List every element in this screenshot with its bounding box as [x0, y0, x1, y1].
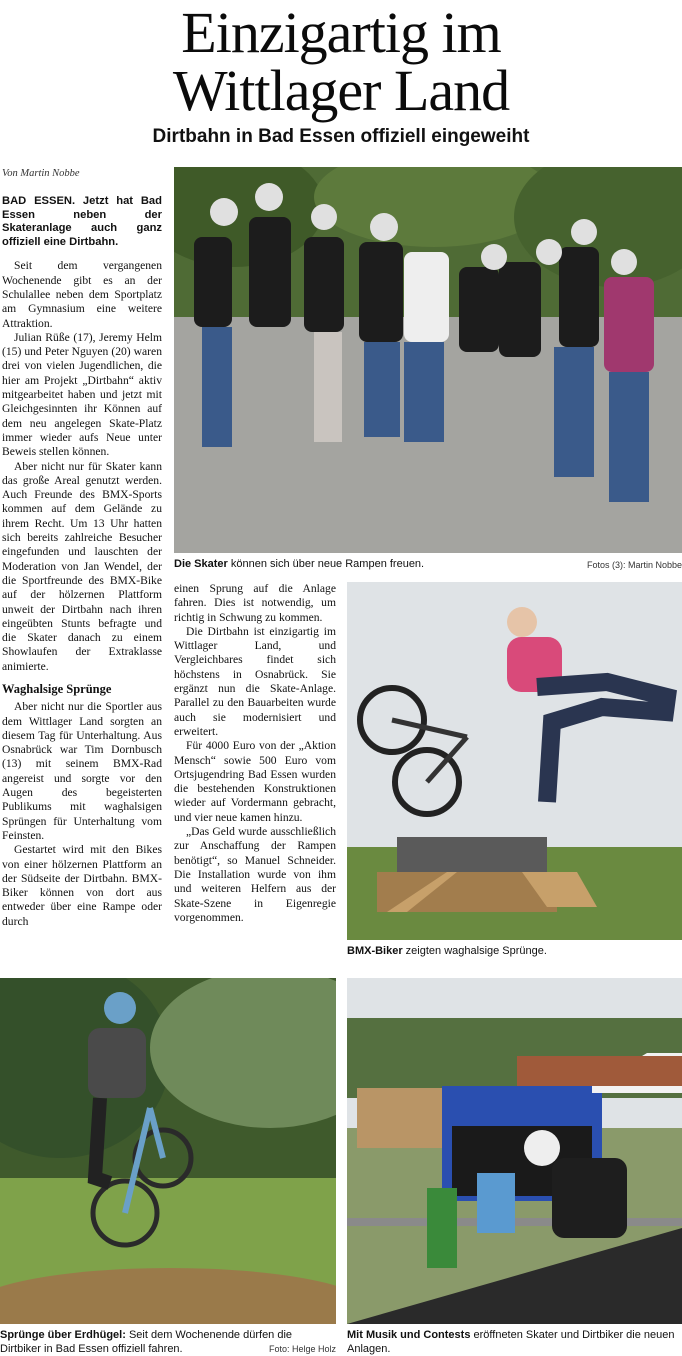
credit-skaters: Fotos (3): Martin Nobbe [586, 560, 682, 570]
lead-paragraph: BAD ESSEN. Jetzt hat Bad Essen neben der Skateranlage auch ganz offiziell eine Dirtbahn. [2, 195, 162, 248]
paragraph: Die Dirtbahn ist einzigartig im Wittlager Land, und Vergleichbares findet sich höchstens in Osnabrück. Sie ergänzt nun die Skate-Anlage. Parallel zu den Bauarbeiten wurde auch sie modernisiert und erweitert. [174, 624, 336, 738]
subheadline: Dirtbahn in Bad Essen offiziell eingeweiht [152, 126, 530, 147]
bmx-jump-photo [347, 582, 682, 940]
caption-skaters-text: können sich über neue Rampen freuen. [227, 558, 425, 570]
caption-skaters [174, 557, 544, 571]
paragraph: Aber nicht nur die Sportler aus dem Wittlager Land sorgten an diesem Tag für Unterhaltung. Aus Osnabrück war Tim Dornbusch (13) mit seinem BMX-Rad angereist und sorgte vor den Augen des begeisterten Publikums mit waghalsigen Sprüngen für Unterhaltung vom Feinsten. [2, 700, 162, 842]
byline: Von Martin Nobbe [2, 168, 80, 179]
headline-line-1: Einzigartig im [181, 0, 501, 65]
music-contest-photo [347, 978, 682, 1324]
credit-hill: Foto: Helge Holz [268, 1344, 336, 1354]
caption-bmx-text: zeigten waghalsige Sprünge. [402, 945, 547, 957]
caption-hill-bold: Sprünge über Erdhügel: [0, 1329, 126, 1341]
paragraph: Julian Rüße (17), Jeremy Helm (15) und Peter Nguyen (20) waren drei von vielen Jugendlichen, die hier am Projekt „Dirtbahn“ aktiv mitgearbeitet haben und jetzt mit Gleichgesinnten ihr Können auf dem neu angelegen Skate-Platz immer wieder aufs Neue unter Beweis stellen können. [2, 330, 162, 459]
headline [0, 0, 682, 123]
headline-line-2: Wittlager Land [172, 58, 510, 123]
caption-bmx-bold: BMX-Biker [347, 945, 403, 957]
paragraph: Gestartet wird mit den Bikes von einer hölzernen Plattform an der Südseite der Dirtbahn. BMX-Biker können von dort aus entweder über eine Rampe oder durch [2, 843, 162, 928]
caption-music [347, 1328, 682, 1356]
subheading: Waghalsige Sprünge [2, 681, 112, 696]
paragraph: einen Sprung auf die Anlage fahren. Dies ist notwendig, um richtig in Schwung zu kommen. [174, 582, 336, 624]
article-column-2 [174, 582, 336, 925]
caption-bmx [347, 944, 682, 958]
caption-hill-text: Seit dem Wochenende dürfen die Dirtbiker in Bad Essen offiziell fahren. [0, 1329, 293, 1355]
hill-jump-photo [0, 978, 336, 1324]
caption-music-text: eröffneten Skater und Dirtbiker die neuen Anlagen. [347, 1329, 675, 1355]
caption-music-bold: Mit Musik und Contests [347, 1329, 471, 1341]
skaters-photo [174, 167, 682, 553]
paragraph: „Das Geld wurde ausschließlich zur Anschaffung der Rampen benötigt“, so Manuel Schneider. Die Installation wurde von ihm und weiteren Helfern aus der Skate-Szene in Eigenregie vorgenommen. [174, 825, 336, 924]
paragraph: Seit dem vergangenen Wochenende gibt es an der Schulallee neben dem Sportplatz am Gymnasium eine weitere Attraktion. [2, 259, 162, 330]
paragraph: Für 4000 Euro von der „Aktion Mensch“ sowie 500 Euro vom Ortsjugendring Bad Essen wurden die bestehenden Konstruktionen wieder auf Vordermann gebracht, und vier neue kamen hinzu. [174, 739, 336, 824]
paragraph: Aber nicht nur für Skater kann das große Areal genutzt werden. Auch Freunde des BMX-Sports kommen auf dem Gelände zu ihrem Recht. Um 13 Uhr hatten sich bereits zahlreiche Besucher eingefunden und lauschten der Moderation von Jan Wendel, der die Sportfreunde des BMX-Bike auf der hölzernen Plattform unweit der Dirtbahn nach ihren eingeübten Stunts befragte und die Skater danach zu einem Showlaufen der Extraklasse animierte. [2, 459, 162, 673]
article-column-1 [2, 195, 162, 929]
caption-skaters-bold: Die Skater [174, 558, 228, 570]
